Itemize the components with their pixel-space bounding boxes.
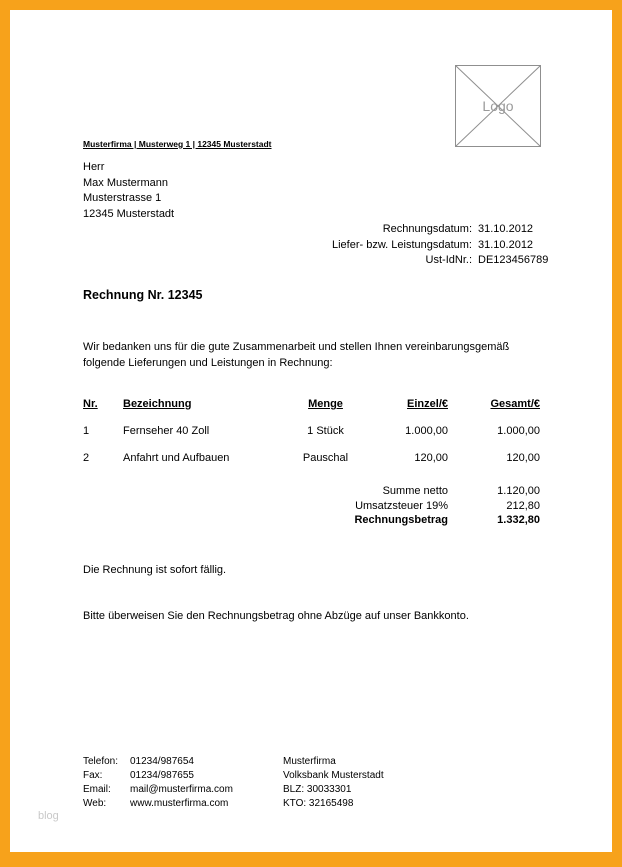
table-row — [83, 452, 540, 464]
table-row — [83, 425, 540, 437]
totals-value: 212,80 — [506, 499, 540, 512]
item-quantity: Pauschal — [302, 452, 349, 464]
item-description: Fernseher 40 Zoll — [123, 425, 210, 437]
contact-value: www.musterfirma.com — [130, 798, 229, 809]
recipient-salutation: Herr — [83, 161, 105, 173]
footer-bank-block — [283, 755, 384, 811]
totals-row-net — [83, 484, 540, 499]
invoice-meta — [83, 222, 553, 269]
bank-blz: BLZ: 30033301 — [283, 784, 352, 795]
item-description: Anfahrt und Aufbauen — [123, 452, 230, 464]
totals-row-grand-total — [83, 513, 540, 528]
blog-watermark: blog — [38, 810, 59, 822]
recipient-city: 12345 Musterstadt — [83, 207, 175, 220]
bank-kto: KTO: 32165498 — [283, 798, 354, 809]
contact-row-phone — [83, 755, 233, 769]
items-table — [83, 398, 540, 464]
meta-value: 31.10.2012 — [478, 238, 534, 251]
logo-placeholder — [455, 65, 541, 147]
contact-row-email — [83, 783, 233, 797]
meta-value: DE123456789 — [478, 254, 549, 266]
item-total-price: 120,00 — [506, 452, 540, 464]
totals-label: Umsatzsteuer 19% — [355, 499, 448, 512]
item-nr: 2 — [83, 452, 90, 464]
contact-label: Web: — [83, 798, 107, 809]
sender-line: Musterfirma | Musterweg 1 | 12345 Musterstadt — [83, 139, 272, 149]
invoice-page — [10, 10, 612, 852]
meta-label: Rechnungsdatum: — [382, 223, 472, 235]
contact-value: mail@musterfirma.com — [130, 784, 233, 795]
item-nr: 1 — [83, 425, 90, 437]
bank-company-name: Musterfirma — [283, 756, 336, 767]
payment-note: Bitte überweisen Sie den Rechnungsbetrag ohne Abzüge auf unser Bankkonto. — [83, 610, 469, 622]
recipient-address — [83, 160, 174, 222]
item-unit-price: 120,00 — [414, 452, 448, 464]
totals-label: Rechnungsbetrag — [354, 514, 448, 526]
contact-row-web — [83, 797, 233, 811]
header-bezeichnung: Bezeichnung — [123, 398, 192, 410]
header-einzelpreis: Einzel/€ — [407, 398, 448, 410]
meta-value: 31.10.2012 — [478, 223, 534, 235]
totals-row-vat — [83, 499, 540, 514]
totals-block — [83, 484, 540, 528]
meta-label: Ust-IdNr.: — [425, 254, 472, 266]
meta-row-vat-id — [83, 253, 553, 269]
contact-value: 01234/987654 — [130, 756, 194, 767]
totals-value: 1.332,80 — [497, 514, 540, 526]
logo-text: Logo — [482, 98, 514, 114]
header-nr: Nr. — [83, 398, 98, 410]
header-menge: Menge — [308, 398, 343, 410]
contact-row-fax — [83, 769, 233, 783]
item-unit-price: 1.000,00 — [405, 425, 448, 437]
meta-label: Liefer- bzw. Leistungsdatum: — [331, 238, 472, 251]
meta-row-invoice-date — [83, 222, 553, 238]
item-quantity: 1 Stück — [307, 425, 344, 437]
bank-name: Volksbank Musterstadt — [283, 770, 384, 781]
meta-row-delivery-date — [83, 238, 553, 254]
contact-label: Email: — [83, 784, 111, 795]
invoice-title: Rechnung Nr. 12345 — [83, 288, 203, 302]
footer-contact-block — [83, 755, 233, 811]
item-total-price: 1.000,00 — [497, 425, 540, 437]
header-gesamtpreis: Gesamt/€ — [490, 398, 540, 410]
table-header-row — [83, 398, 540, 410]
contact-label: Fax: — [83, 770, 103, 781]
recipient-name: Max Mustermann — [83, 176, 168, 189]
contact-value: 01234/987655 — [130, 770, 194, 781]
totals-value: 1.120,00 — [497, 485, 540, 497]
totals-label: Summe netto — [382, 485, 448, 497]
contact-label: Telefon: — [83, 756, 119, 767]
recipient-street: Musterstrasse 1 — [83, 192, 162, 204]
due-note: Die Rechnung ist sofort fällig. — [83, 564, 227, 576]
intro-paragraph: Wir bedanken uns für die gute Zusammenarbeit und stellen Ihnen vereinbarungsgemäß folgende Lieferungen und Leistungen in Rechnung: — [83, 341, 510, 369]
